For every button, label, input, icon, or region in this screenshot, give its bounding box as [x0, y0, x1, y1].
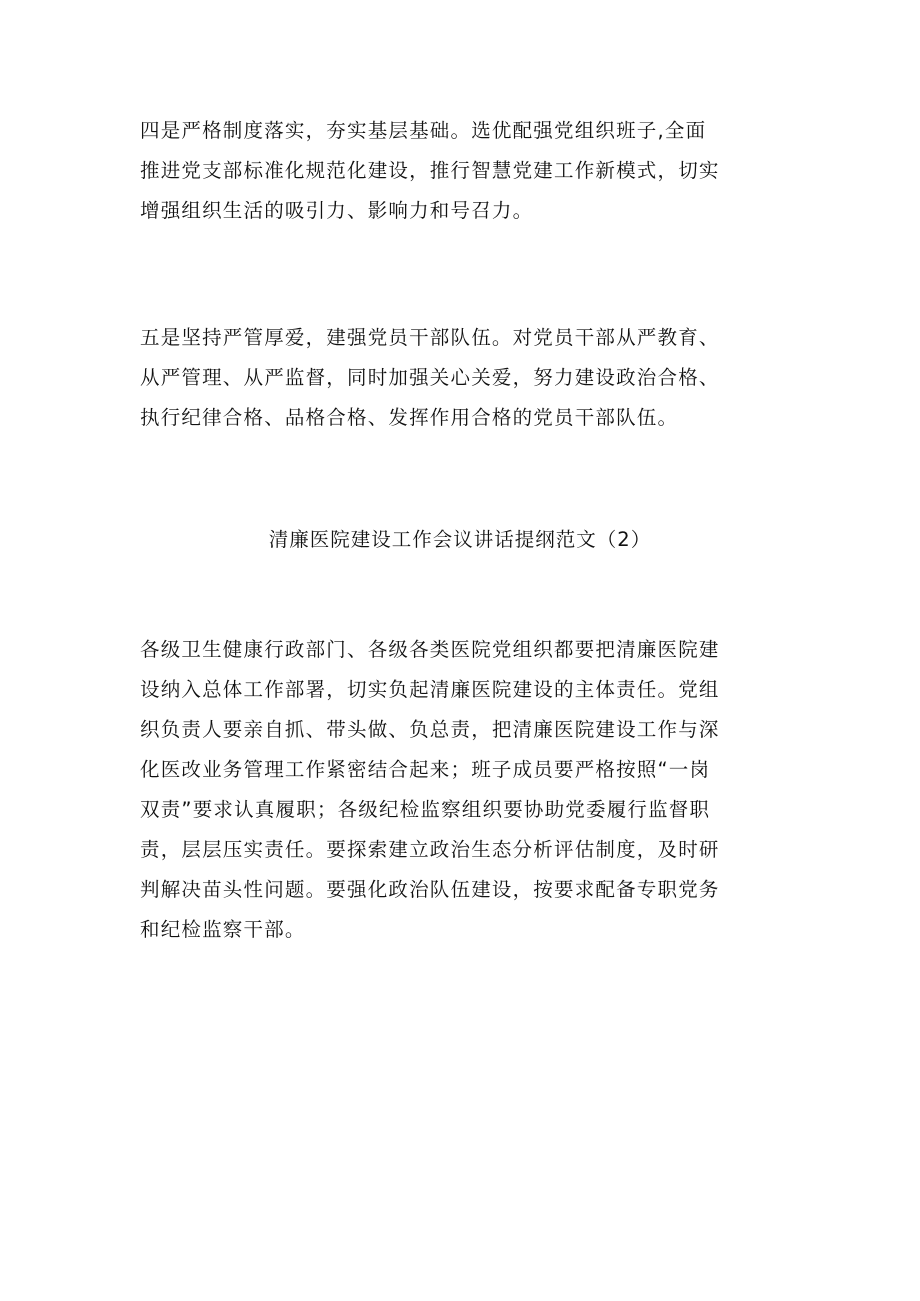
paragraph-line: 推进党支部标准化规范化建设，推行智慧党建工作新模式，切实	[140, 159, 720, 182]
paragraph-line: 从严管理、从严监督，同时加强关心关爱，努力建设政治合格、	[140, 366, 720, 389]
paragraph-line: 判解决苗头性问题。要强化政治队伍建设，按要求配备专职党务	[140, 878, 720, 901]
paragraph-hospital-responsibility	[140, 630, 780, 950]
paragraph-line: 设纳入总体工作部署，切实负起清廉医院建设的主体责任。党组	[140, 678, 720, 701]
paragraph-line: 四是严格制度落实，夯实基层基础。选优配强党组织班子,全面	[140, 119, 707, 142]
paragraph-line: 增强组织生活的吸引力、影响力和号召力。	[140, 199, 534, 222]
section-heading: 清廉医院建设工作会议讲话提纲范文（2）	[268, 528, 652, 551]
paragraph-line: 各级卫生健康行政部门、各级各类医院党组织都要把清廉医院建	[140, 638, 720, 661]
paragraph-grassroots-foundation	[140, 111, 780, 231]
paragraph-line: 执行纪律合格、品格合格、发挥作用合格的党员干部队伍。	[140, 406, 679, 429]
paragraph-line: 织负责人要亲自抓、带头做、负总责，把清廉医院建设工作与深	[140, 718, 720, 741]
paragraph-line: 责，层层压实责任。要探索建立政治生态分析评估制度，及时研	[140, 838, 720, 861]
paragraph-cadre-team	[140, 318, 780, 438]
paragraph-line: 化医改业务管理工作紧密结合起来；班子成员要严格按照“一岗	[140, 758, 711, 781]
paragraph-line: 双责”要求认真履职；各级纪检监察组织要协助党委履行监督职	[140, 798, 711, 821]
paragraph-line: 和纪检监察干部。	[140, 918, 306, 941]
paragraph-line: 五是坚持严管厚爱，建强党员干部队伍。对党员干部从严教育、	[140, 326, 720, 349]
